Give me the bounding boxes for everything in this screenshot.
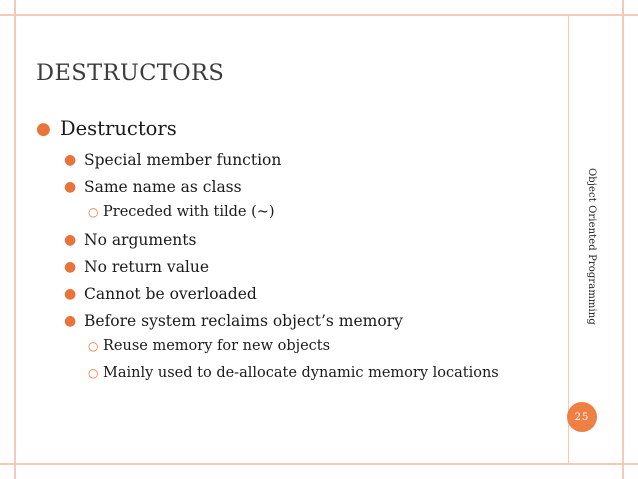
slide-title: DESTRUCTORS	[36, 60, 225, 86]
bullet-text: Preceded with tilde (~)	[103, 204, 275, 220]
bullet-text: Mainly used to de-allocate dynamic memory locations	[103, 365, 499, 381]
bullet-item	[64, 312, 403, 330]
bullet-marker-icon: ●	[36, 118, 51, 139]
bullet-ring-marker-icon: ○	[88, 205, 99, 219]
bullet-item	[64, 231, 196, 249]
bullet-ring-marker-icon: ○	[88, 366, 99, 380]
bullet-text: No return value	[84, 258, 210, 276]
vertical-course-title: Object Oriented Programming	[586, 168, 597, 325]
bullet-text: Destructors	[60, 117, 177, 140]
bullet-text: Cannot be overloaded	[84, 285, 257, 303]
bullet-marker-icon: ●	[64, 313, 77, 329]
bullet-text: No arguments	[84, 231, 197, 249]
bullet-item	[88, 204, 275, 220]
bullet-marker-icon: ●	[64, 232, 77, 248]
bullet-item	[64, 178, 242, 196]
sidebar-divider	[568, 16, 569, 463]
bullet-item	[64, 285, 257, 303]
bullet-marker-icon: ●	[64, 259, 77, 275]
bullet-text: Special member function	[84, 151, 282, 169]
bullet-item	[88, 365, 499, 381]
bullet-item	[88, 338, 330, 354]
page-number-badge: 25	[567, 402, 597, 432]
bullet-item	[36, 117, 177, 140]
bullet-text: Before system reclaims object’s memory	[84, 312, 403, 330]
bullet-marker-icon: ●	[64, 152, 77, 168]
bullet-ring-marker-icon: ○	[88, 339, 99, 353]
bullet-item	[64, 151, 281, 169]
bullet-item	[64, 258, 209, 276]
bullet-text: Same name as class	[84, 178, 242, 196]
bullet-text: Reuse memory for new objects	[103, 338, 331, 354]
bullet-marker-icon: ●	[64, 179, 77, 195]
bullet-marker-icon: ●	[64, 286, 77, 302]
frame-right-border	[622, 0, 624, 479]
